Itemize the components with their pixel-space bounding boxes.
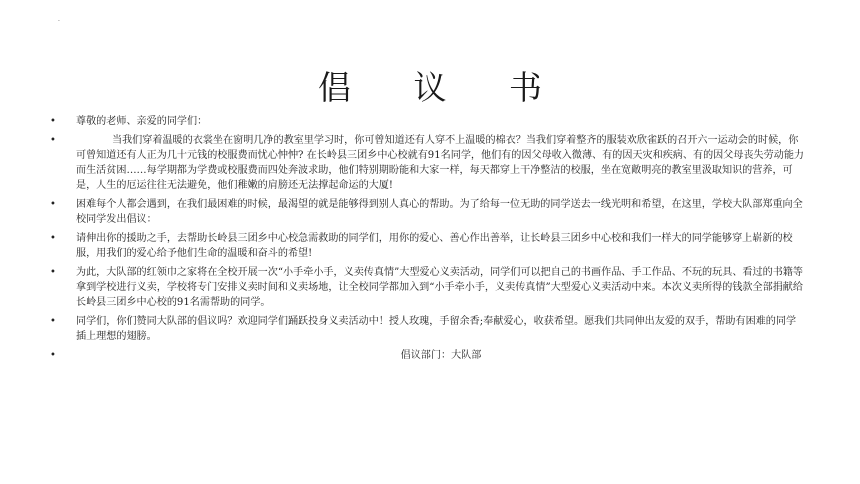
corner-mark: · xyxy=(58,18,60,25)
bullet-icon: • xyxy=(50,316,56,327)
proposal-body xyxy=(50,114,806,367)
bullet-icon: • xyxy=(50,135,56,146)
paragraph-text: 请伸出你的援助之手，去帮助长岭县三团乡中心校急需救助的同学们，用你的爱心、善心作出善举，让长岭县三团乡中心校和我们一样大的同学能够穿上崭新的校服，用我们的爱心给予他们生命的温暖和奋斗的希望! xyxy=(76,233,793,259)
paragraph-text: 尊敬的老师、亲爱的同学们： xyxy=(76,116,208,127)
situation-paragraph xyxy=(50,133,806,193)
bullet-icon: • xyxy=(50,199,56,210)
charity-sale-paragraph xyxy=(50,265,806,310)
signature-text: 倡议部门：大队部 xyxy=(400,350,482,361)
bullet-icon: • xyxy=(50,267,56,278)
paragraph-text: 困难每个人都会遇到，在我们最困难的时候，最渴望的就是能够得到别人真心的帮助。为了给每一位无助的同学送去一线光明和希望，在这里，学校大队部郑重向全校同学发出倡议： xyxy=(76,199,803,225)
bullet-icon: • xyxy=(50,233,56,244)
greeting-paragraph xyxy=(50,114,806,129)
paragraph-text: 为此，大队部的红领巾之家将在全校开展一次“小手牵小手，义卖传真情”大型爱心义卖活动，同学们可以把自己的书画作品、手工作品、不玩的玩具、看过的书籍等拿到学校进行义卖，学校将专门安排义卖时间和义卖场地，让全校同学都加入到“小手牵小手，义卖传真情”大型爱心义卖活动中来。本次义卖所得的钱款全部捐献给长岭县三团乡中心校的91名需帮助的同学。 xyxy=(76,267,803,308)
signature-line xyxy=(50,348,806,363)
bullet-icon: • xyxy=(50,350,56,361)
appeal-paragraph xyxy=(50,231,806,261)
call-paragraph xyxy=(50,197,806,227)
closing-paragraph xyxy=(50,314,806,344)
paragraph-text: 当我们穿着温暖的衣裳坐在窗明几净的教室里学习时，你可曾知道还有人穿不上温暖的棉衣？当我们穿着整齐的服装欢欣雀跃的召开六一运动会的时候，你可曾知道还有人正为几十元钱的校服费而忧心忡忡? 在长岭县三团乡中心校就有91名同学，他们有的因父母收入微薄、有的因天灾和疾病、有的因父母丧失劳动能力而生活贫困……每学期都为学费或校服费而四处奔波求助，他们特别期盼能和大家一样，每天都穿上干净整洁的校服，坐在宽敞明亮的教室里汲取知识的营养，可是，人生的厄运往往无法避免，他们稚嫩的肩膀还无法撑起命运的大厦! xyxy=(76,135,805,191)
paragraph-text: 同学们，你们赞同大队部的倡议吗？欢迎同学们踊跃投身义卖活动中！授人玫瑰，手留余香;奉献爱心，收获希望。愿我们共同伸出友爱的双手，帮助有困难的同学插上理想的翅膀。 xyxy=(76,316,797,342)
bullet-icon: • xyxy=(50,116,56,127)
document-title: 倡 议 书 xyxy=(318,68,568,108)
